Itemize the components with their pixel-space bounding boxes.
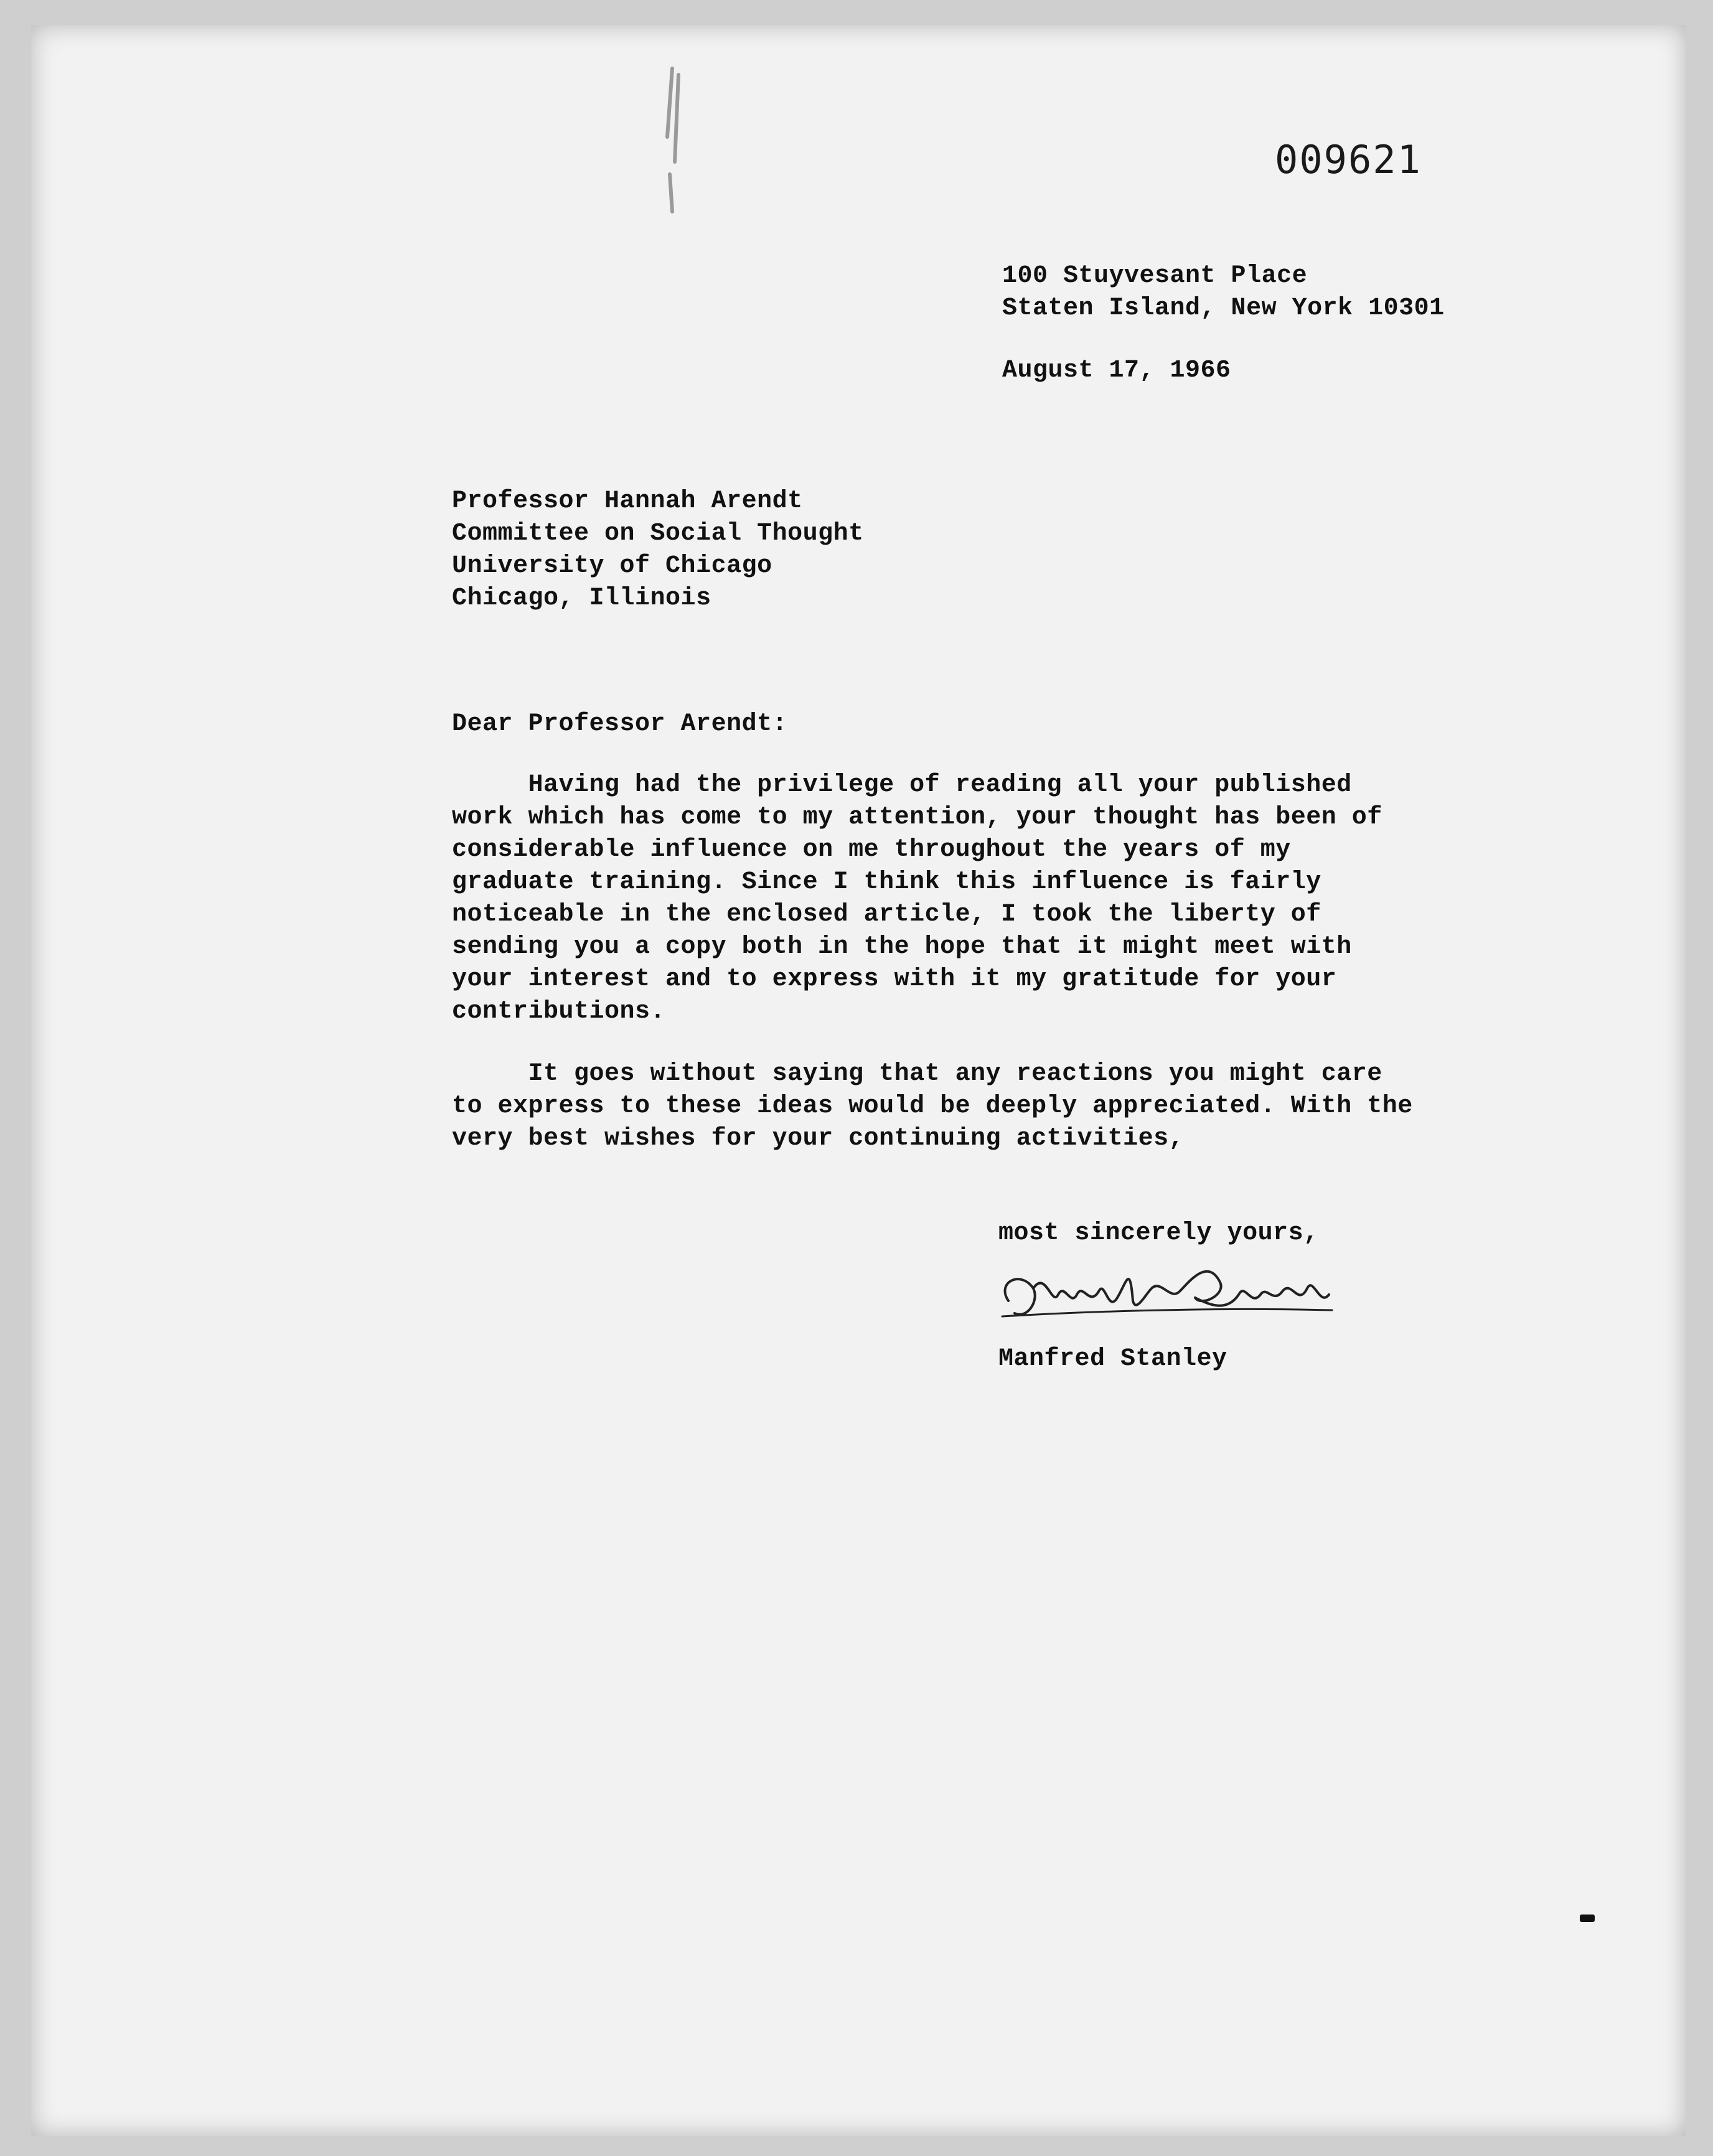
recipient-line-4: Chicago, Illinois: [452, 584, 711, 612]
letter-page: [31, 25, 1686, 2136]
recipient-line-2: Committee on Social Thought: [452, 520, 864, 548]
body-paragraph-1: Having had the privilege of reading all your published work which has come to my attention, your thought has been of considerable influence on me throughout the years of my graduate training. Since I think this influence is fairly noticeable in the enclosed article, I took the liberty of sending you a copy both in the hope that it might meet with your interest and to express with it my gratitude for your contributions.: [452, 771, 1382, 1026]
paperclip-mark: [654, 62, 691, 218]
recipient-line-1: Professor Hannah Arendt: [452, 487, 803, 515]
letter-date: August 17, 1966: [1002, 357, 1231, 385]
ink-dot: [1580, 1915, 1595, 1922]
document-number: 009621: [1275, 137, 1422, 182]
signer-name: Manfred Stanley: [998, 1345, 1227, 1373]
salutation: Dear Professor Arendt:: [452, 710, 788, 738]
closing: most sincerely yours,: [998, 1219, 1319, 1247]
sender-address: [1002, 260, 1445, 325]
recipient-address: [452, 485, 864, 615]
sender-address-line-2: Staten Island, New York 10301: [1002, 294, 1445, 322]
recipient-line-3: University of Chicago: [452, 552, 772, 580]
body-paragraph-2: It goes without saying that any reactions you might care to express to these ideas would be deeply appreciated. With the very best wishes for your continuing activities,: [452, 1060, 1413, 1153]
handwritten-signature: [983, 1245, 1345, 1338]
sender-address-line-1: 100 Stuyvesant Place: [1002, 262, 1308, 290]
